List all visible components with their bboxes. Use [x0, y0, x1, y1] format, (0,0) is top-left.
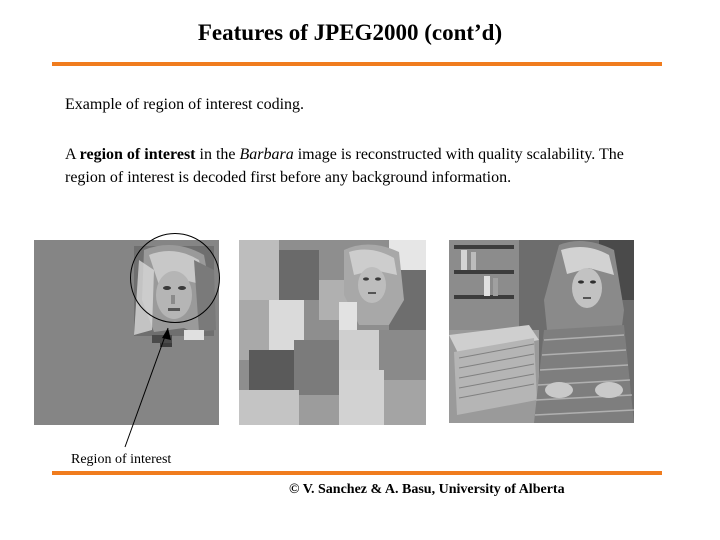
intro-text: Example of region of interest coding.: [65, 96, 305, 113]
footer-credit: © V. Sanchez & A. Basu, University of Alberta: [289, 482, 565, 497]
para-part-1: A: [65, 146, 80, 163]
para-part-2: in the: [195, 146, 240, 163]
para-italic-term: Barbara: [239, 146, 294, 163]
para-bold-term: region of interest: [79, 146, 196, 163]
para-part-3: image is reconstructed with quality scalability. The region of interest is decoded first before any background information.: [65, 146, 624, 186]
slide-title: Features of JPEG2000 (cont’d): [197, 20, 503, 45]
footer-divider: [52, 471, 662, 475]
roi-caption: Region of interest: [71, 452, 172, 467]
